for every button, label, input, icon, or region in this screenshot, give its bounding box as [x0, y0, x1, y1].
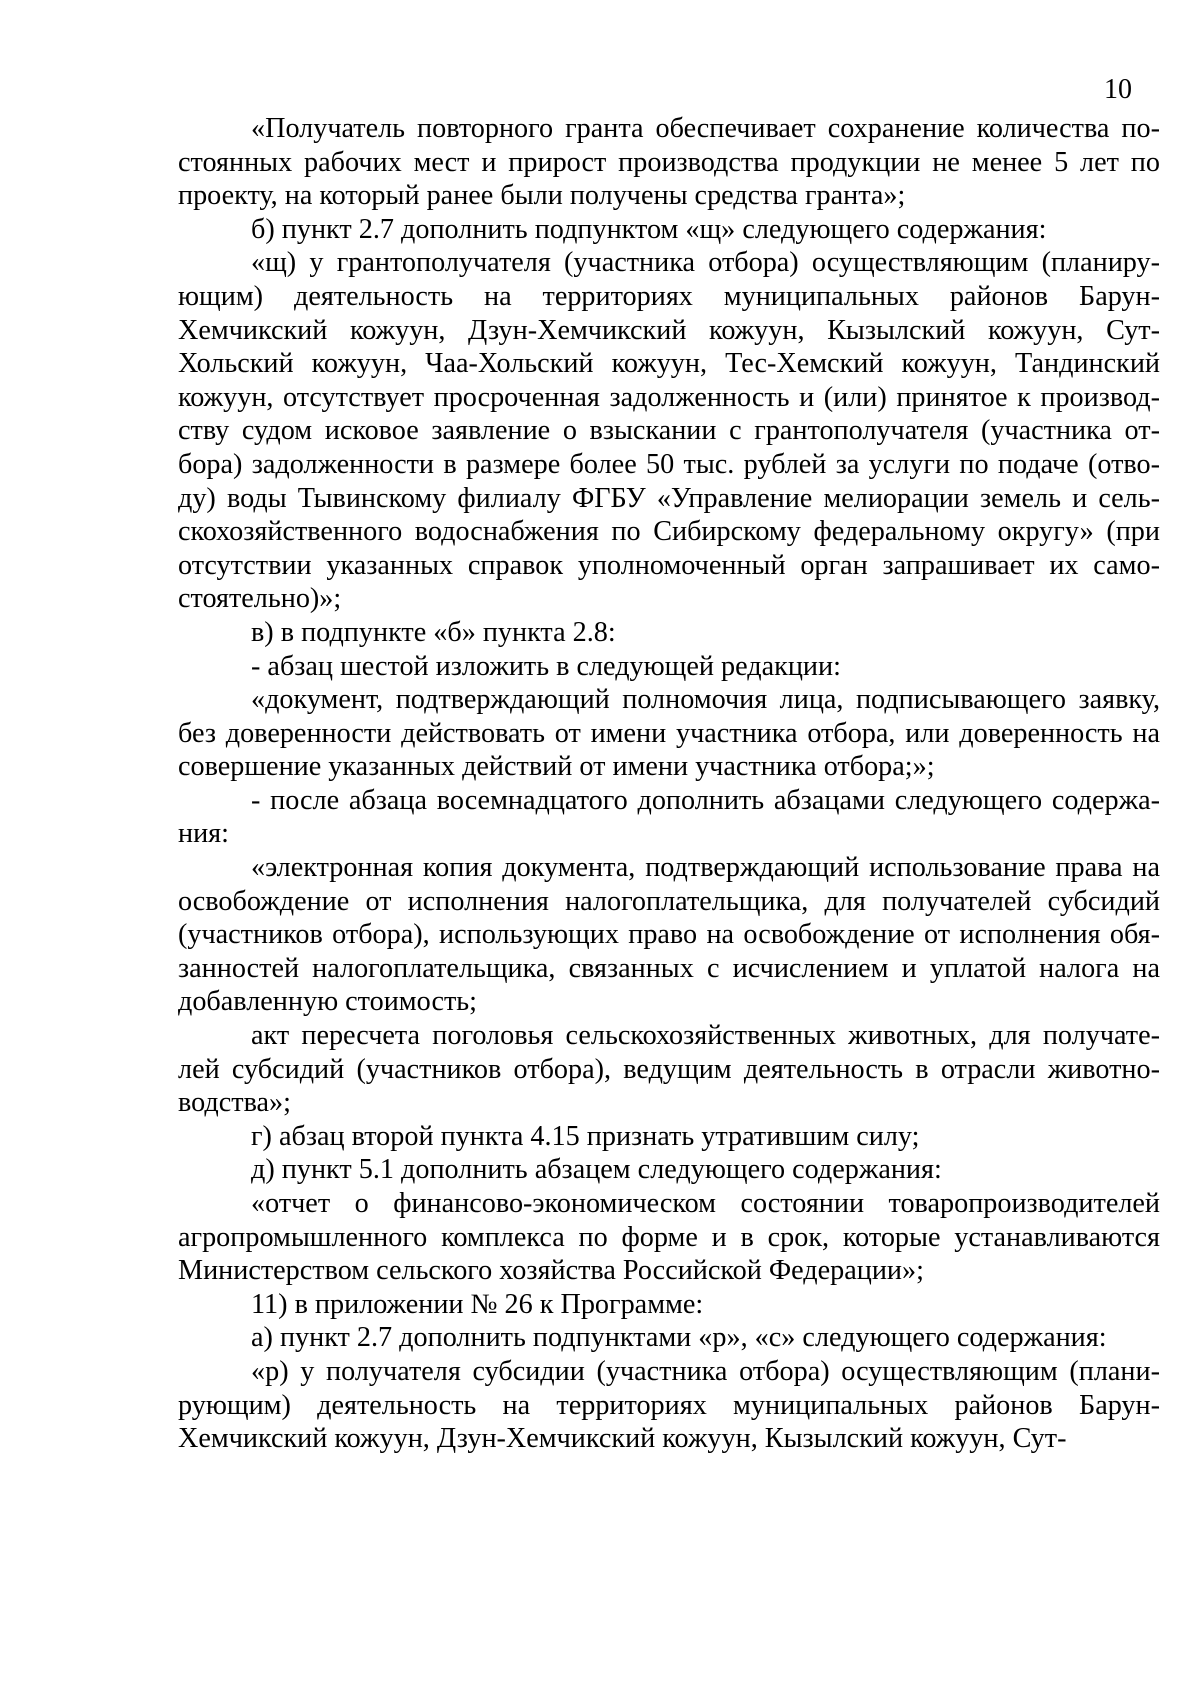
- paragraph-subitem-shch: «щ) у грантополучателя (участника отбора) осуществляющим (планирующим) деятельность на территориях муниципальных районов Барун-Хемчикский кожуун, Дзун-Хемчикский кожуун, Кызылский кожуун, Сут-Хольский кожуун, Чаа-Хольский кожуун, Тес-Хемский кожуун, Тандинский кожуун, отсутствует просроченная задолженность и (или) принятое к производству судом исковое заявление о взыскании с грантополучателя (участника отбора) задолженности в размере более 50 тыс. рублей за услуги по подаче (отводу) воды Тывинскому филиалу ФГБУ «Управление мелиорации земель и сельскохозяйственного водоснабжения по Сибирскому федеральному округу» (при отсутствии указанных справок уполномоченный орган запрашивает их самостоятельно)»;: [178, 247, 1160, 615]
- paragraph-item-g: г) абзац второй пункта 4.15 признать утратившим силу;: [251, 1120, 920, 1152]
- paragraph-item-a: а) пункт 2.7 дополнить подпунктами «р», «с» следующего содержания:: [251, 1322, 1107, 1354]
- document-body: [178, 112, 1160, 1456]
- page-number: 10: [1104, 74, 1132, 105]
- paragraph-financial-report: «отчет о финансово-экономическом состоянии товаропроизводителей агропромышленного комплекса по форме и в срок, которые устанавливаются Министерством сельского хозяйства Российской Федерации»;: [178, 1188, 1160, 1287]
- paragraph-electronic-copy: «электронная копия документа, подтверждающий использование права на освобождение от исполнения налогоплательщика, для получателей субсидий (участников отбора), использующих право на освобождение от исполнения обязанностей налогоплательщика, связанных с исчислением и уплатой налога на добавленную стоимость;: [178, 852, 1160, 1018]
- paragraph-subitem-r: «р) у получателя субсидии (участника отбора) осуществляющим (планирующим) деятельность на территориях муниципальных районов Барун-Хемчикский кожуун, Дзун-Хемчикский кожуун, Кызылский кожуун, Сут-: [178, 1355, 1160, 1455]
- paragraph-grant-recipient: «Получатель повторного гранта обеспечивает сохранение количества постоянных рабочих мест и прирост производства продукции не менее 5 лет по проекту, на который ранее были получены средства гранта»;: [178, 113, 1160, 212]
- paragraph-sixth-abzac: - абзац шестой изложить в следующей редакции:: [251, 650, 841, 682]
- paragraph-item-d: д) пункт 5.1 дополнить абзацем следующего содержания:: [251, 1154, 942, 1186]
- paragraph-authority-document: «документ, подтверждающий полномочия лица, подписывающего заявку, без доверенности действовать от имени участника отбора, или доверенность на совершение указанных действий от имени участника отбора;»;: [178, 684, 1160, 783]
- paragraph-item-b: б) пункт 2.7 дополнить подпунктом «щ» следующего содержания:: [251, 213, 1047, 245]
- paragraph-after-eighteenth: - после абзаца восемнадцатого дополнить абзацами следующего содержания:: [178, 784, 1160, 850]
- paragraph-livestock-act: акт пересчета поголовья сельскохозяйственных животных, для получателей субсидий (участников отбора), ведущим деятельность в отрасли животноводства»;: [178, 1020, 1160, 1119]
- paragraph-appendix-26: 11) в приложении № 26 к Программе:: [251, 1288, 704, 1320]
- paragraph-item-v: в) в подпункте «б» пункта 2.8:: [251, 616, 616, 648]
